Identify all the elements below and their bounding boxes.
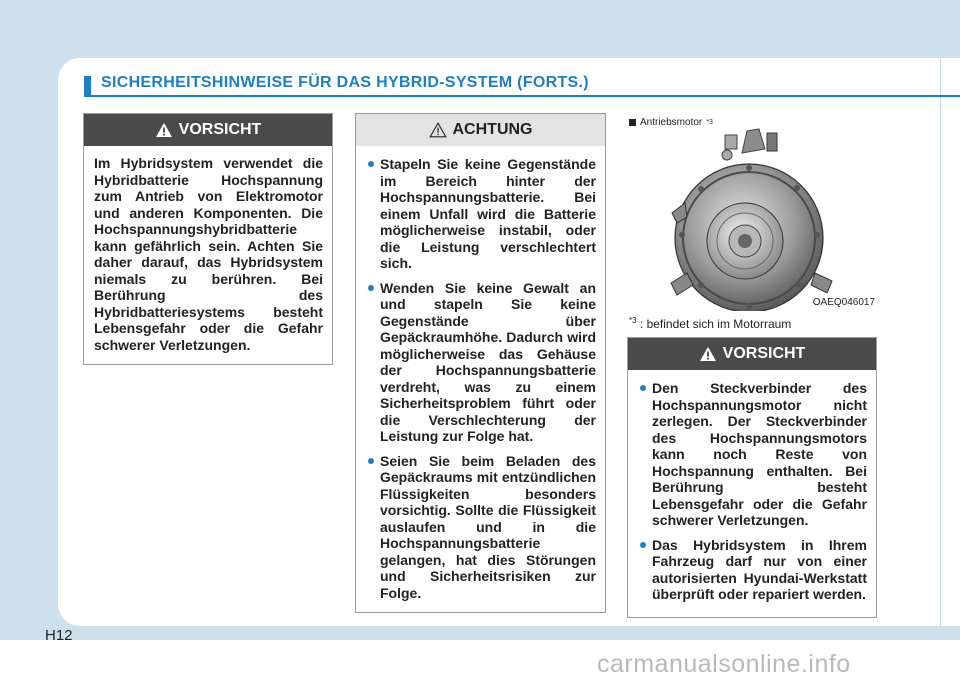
section-title: SICHERHEITSHINWEISE FÜR DAS HYBRID-SYSTEM (FORTS.) [101,74,589,91]
warning-box-right [627,337,877,618]
warning-triangle-icon [155,122,173,138]
footnote [629,316,791,331]
watermark: carmanualsonline.info [597,650,851,678]
warning-item-text: Das Hybridsystem in Ihrem Fahrzeug darf nur von einer autorisierten Hyundai-Werkstatt überprüft oder repariert werden. [652,536,867,602]
warning-list [638,380,867,603]
page-edge-line [940,58,941,626]
warning-box-left [83,113,333,365]
warning-box-header [84,114,332,146]
drive-motor-figure [627,113,877,311]
bullet-icon [640,542,646,548]
figure-code: OAEQ046017 [812,297,875,308]
warning-box-heading: VORSICHT [178,121,262,138]
square-bullet-icon [629,119,636,126]
drive-motor-image [627,113,877,311]
warning-item [638,537,867,603]
caution-box-header [356,114,605,146]
header-rule [84,95,960,97]
caution-box-heading: ACHTUNG [452,121,533,138]
warning-box-body [628,370,876,603]
caution-list [366,156,596,601]
bullet-icon [368,458,374,464]
caution-item-text: Wenden Sie keine Gewalt an und stapeln Sie keine Gegenstände über Gepäckraumhöhe. Dadurch wird möglicherweise das Gehäuse der Hochspannungsbatterie verdreht, was zu einem Sicherheitsproblem führt oder die Verschlechterung der Leistung zur Folge hat. [380,279,596,444]
caution-box [355,113,606,613]
warning-item-text: Den Steckverbinder des Hochspannungsmotor nicht zerlegen. Der Steckverbinder des Hochspannungsmotors kann noch Reste von Hochspannung enthalten. Bei Berührung besteht Lebensgefahr oder die Gefahr schwerer Verletzungen. [652,380,867,528]
caution-item [366,156,596,272]
figure-label-note: *3 [706,119,713,126]
caution-triangle-icon [429,122,447,138]
caution-item-text: Seien Sie beim Beladen des Gepäckraums mit entzündlichen Flüssigkeiten besonders vorsichtig. Sollte die Flüssigkeit auslaufen und in die Hochspannungsbatterie gelangen, hat dies Störungen und Sicherheitsrisiken zur Folge. [380,452,596,601]
footnote-text: : befindet sich im Motorraum [639,317,792,331]
caution-item-text: Stapeln Sie keine Gegenstände im Bereich hinter der Hochspannungsbatterie. Bei einem Unfall wird die Batterie möglicherweise instabil, oder die Leistung verschlechtert sich. [380,156,596,271]
bullet-icon [368,161,374,167]
warning-box-header [628,338,876,370]
bullet-icon [368,285,374,291]
figure-label-text: Antriebsmotor [640,117,703,128]
figure-label [629,117,713,128]
footnote-mark: *3 [629,316,637,325]
page-number: H12 [45,627,73,644]
warning-box-heading: VORSICHT [722,345,806,362]
bullet-icon [640,385,646,391]
header-accent-bar [84,76,91,96]
warning-box-text: Im Hybridsystem verwendet die Hybridbatterie Hochspannung zum Antrieb von Elektromotor und anderen Komponenten. Die Hochspannungshybridbatterie kann gefährlich sein. Achten Sie daher darauf, das Hybridsystem niemals zu berühren. Bei Berührung des Hybridbatteriesystems besteht Lebensgefahr oder die Gefahr schwerer Verletzungen. [94,155,323,353]
warning-triangle-icon [699,346,717,362]
caution-item [366,280,596,445]
caution-box-body [356,146,605,601]
caution-item [366,453,596,602]
warning-item [638,380,867,529]
